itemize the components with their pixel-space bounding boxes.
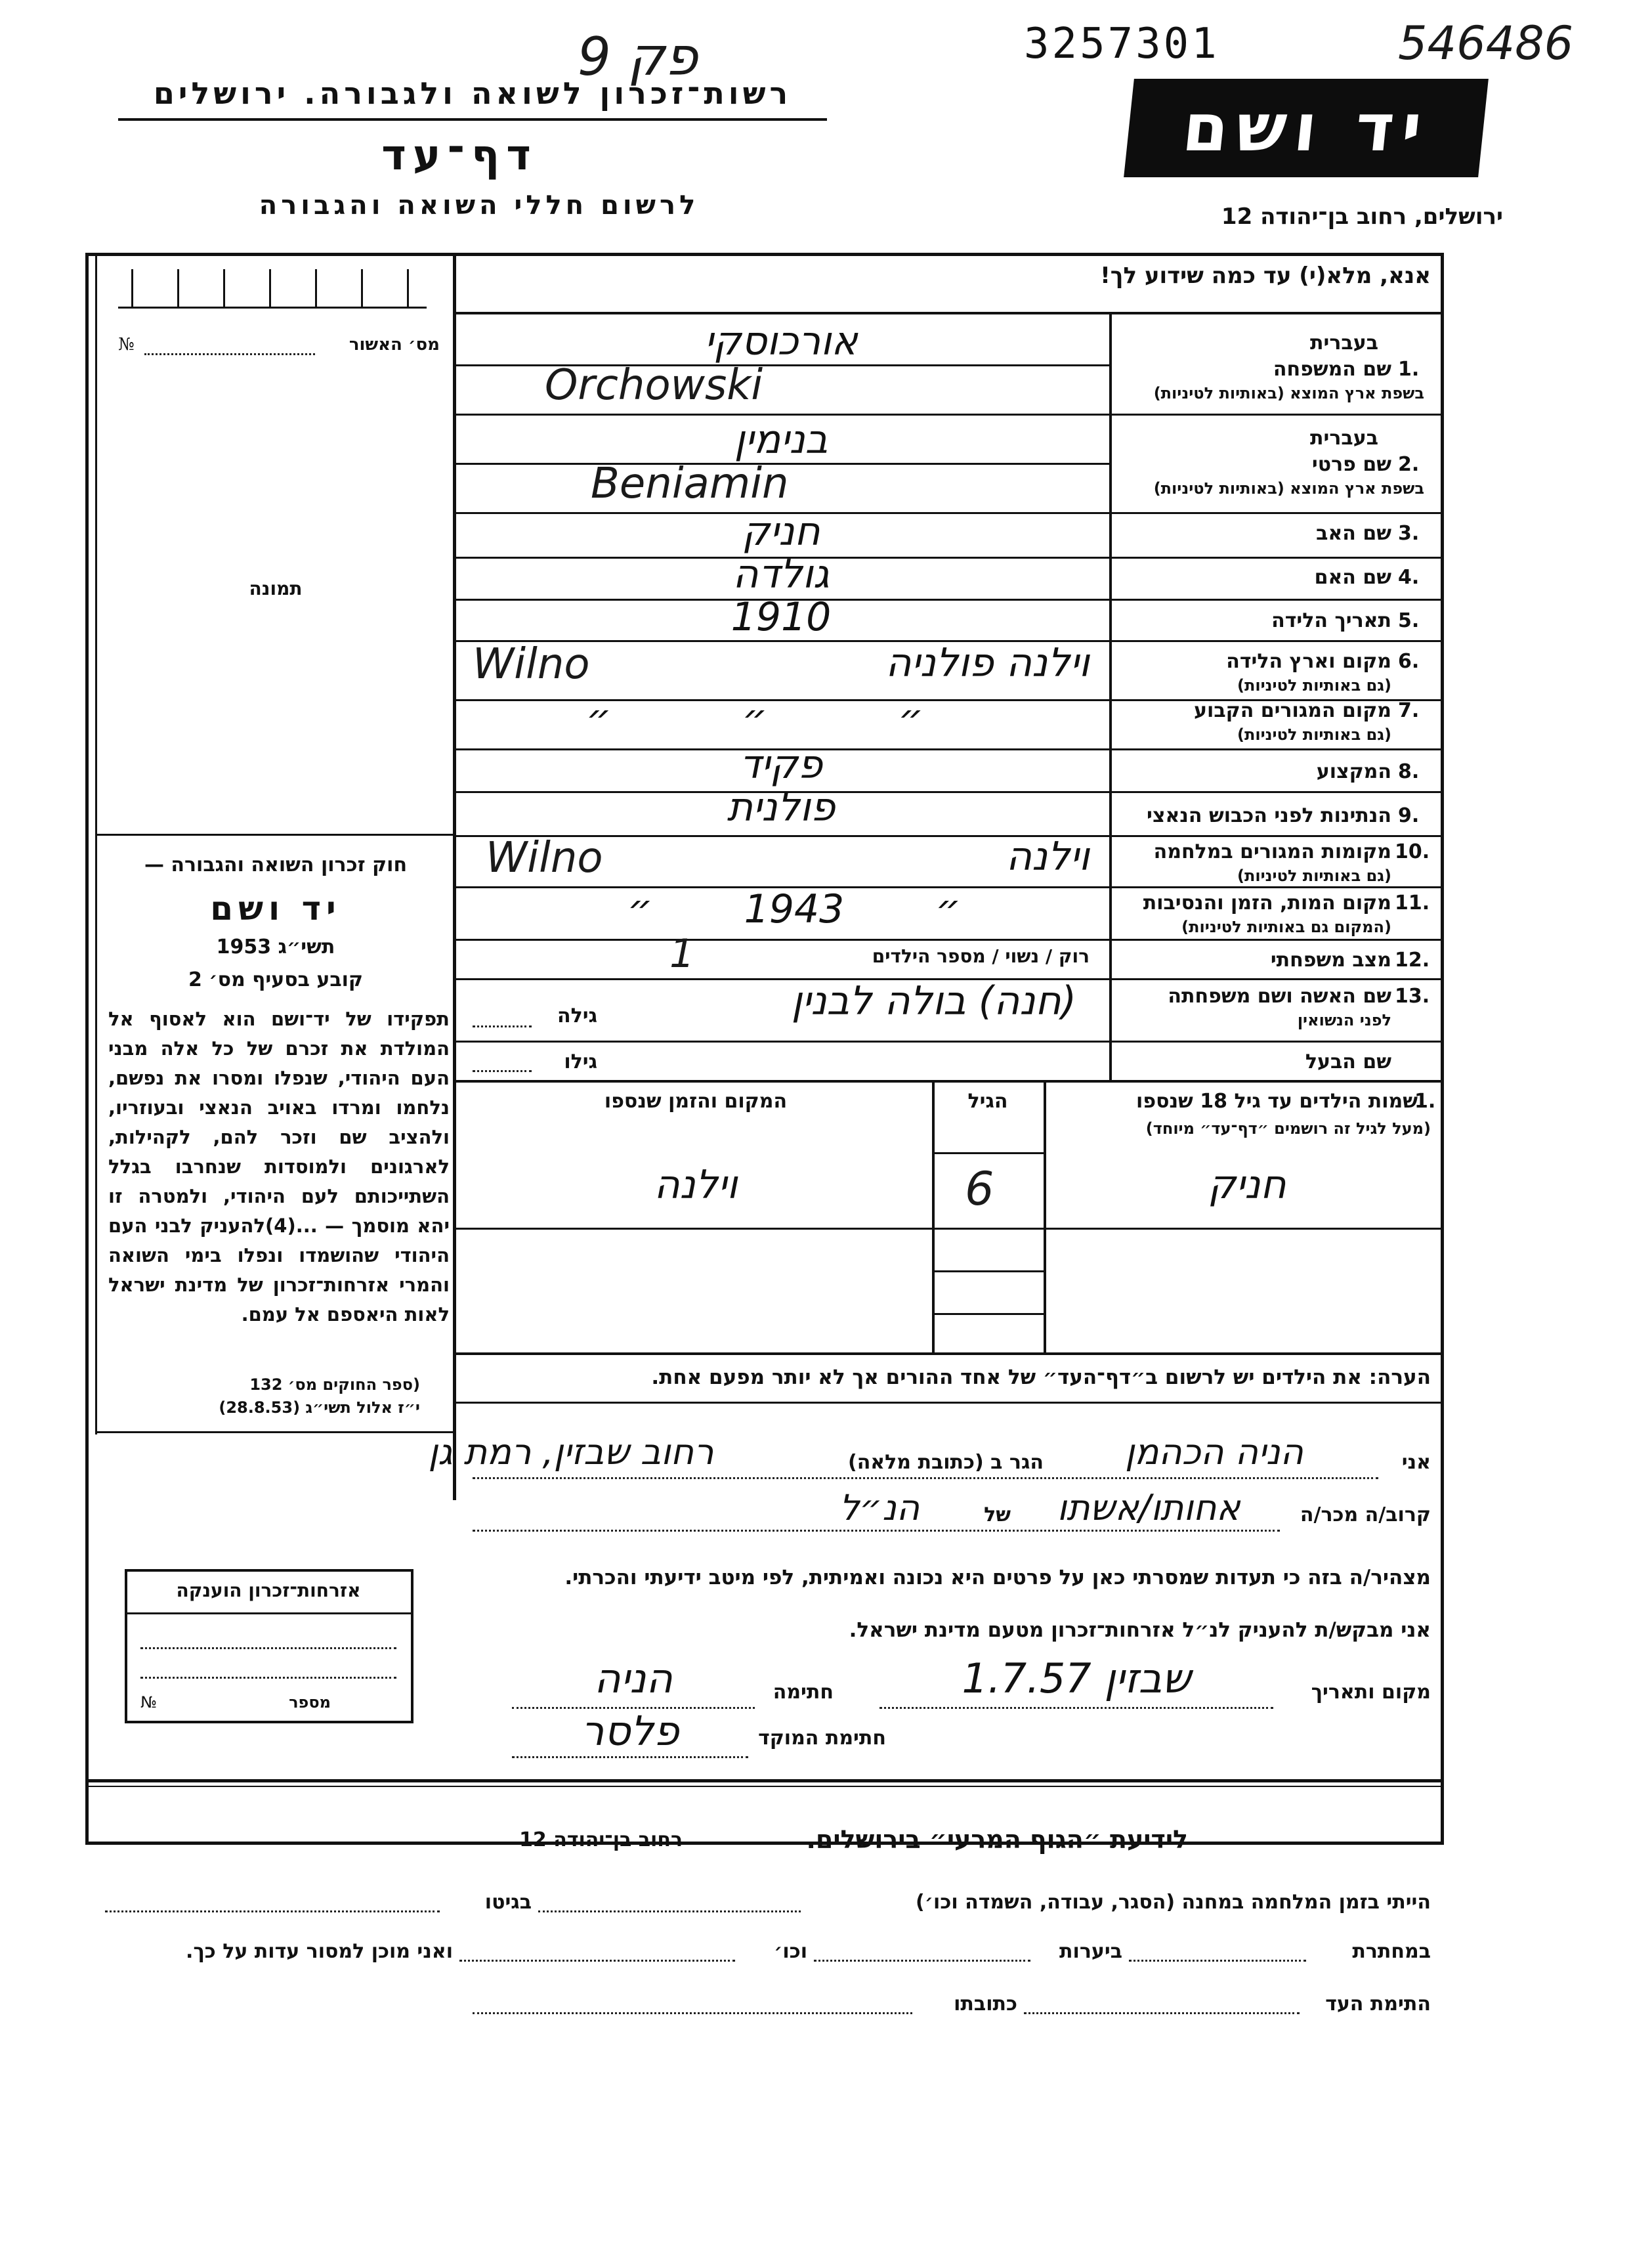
decl-relation-value[interactable]: אחותו/אשתו <box>1057 1487 1240 1528</box>
sidepanel-inner-line <box>95 253 97 1434</box>
law-name: יד ושם <box>210 890 341 928</box>
field-11-bottom-line <box>453 939 1444 941</box>
field-1-bottom-line <box>453 414 1444 416</box>
field-2-num: 2. <box>1398 453 1420 476</box>
decl-i-line <box>473 1477 1378 1479</box>
field-13-age[interactable] <box>473 1025 532 1027</box>
footer-line2-d: ואני מוכן למסור עדות על כך. <box>186 1940 453 1963</box>
note: הערה: את הילדים יש לרשום ב״דף־העד״ של אחד ההורים אך לא יותר מפעם אחת. <box>651 1366 1431 1389</box>
field-13-age-label: גילה <box>557 1004 597 1027</box>
footer-line1-a: הייתי בזמן המלחמה במחנה (הסגר, עבודה, השמדה וכו׳) <box>916 1891 1431 1914</box>
field-13-num: 13. <box>1395 985 1430 1008</box>
annotation-top-left: פק 9 <box>578 26 698 87</box>
children-bottom-line <box>453 1352 1444 1355</box>
field-5-label: תאריך הלידה <box>1271 609 1391 632</box>
field-10-sub: (גם באותיות לטיניות) <box>1237 867 1391 885</box>
children-col-1 <box>932 1080 935 1352</box>
field-3-num: 3. <box>1398 522 1420 545</box>
field-12-value[interactable]: 1 <box>669 931 695 977</box>
children-row-line-1 <box>453 1228 1444 1230</box>
decl-resides-value[interactable]: רחוב שבזין, רמת גן <box>428 1431 714 1473</box>
citizenship-box <box>125 1569 413 1723</box>
field-7-sub: (גם באותיות לטיניות) <box>1237 725 1391 744</box>
husband-age[interactable] <box>473 1070 532 1072</box>
field-6-sub: (גם באותיות לטיניות) <box>1237 676 1391 695</box>
footer-line2-b: ביערות <box>1059 1940 1122 1963</box>
decl-statement: מצהיר/ה בזה כי תעדות שמסרתי כאן על פרטים היא נכונה ואמיתית, לפי מיטב ידיעתי והכרתי. <box>564 1566 1431 1589</box>
field-8-value[interactable]: פקיד <box>739 742 823 788</box>
citizenship-line-1[interactable] <box>140 1647 396 1649</box>
law-text: תפקידו של יד־ושם הוא לאסוף אל המולדת את זכרם של כל אלה מבני העם היהודי, שנפלו ומסרו את נפשם, נלחמו ומרדו באויב הנאצי ובעוזריו, ולהציב שם וזכר להם, לקהילות, לארגונים ולמוסדות שנחרבו בגלל השתייכותם לעם היהודי, ולמטרה זו יהא מוסמך — ...(4)להעניק לבני העם היהודי שהושמדו ונפלו בימי השואה והמרי אזרחות־זכרון של מדינת ישראל לאות היאספם אל עמם. <box>108 1008 450 1326</box>
field-3-value[interactable]: חניק <box>742 509 820 555</box>
approval-label: מס׳ האשור <box>349 335 440 355</box>
citizenship-no: № <box>140 1693 157 1712</box>
field-13-value[interactable]: (חנה) בולה לבנין <box>791 978 1076 1024</box>
field-8-num: 8. <box>1398 760 1420 783</box>
decl-resides-label: הגר ב (כתובת מלאה) <box>847 1451 1044 1474</box>
decl-cert-label: חתימת המוקד <box>758 1727 886 1750</box>
field-2-tag: בעברית <box>1310 427 1378 450</box>
children-num: 1. <box>1414 1090 1436 1113</box>
field-7-value[interactable]: ״ ״ ״ <box>585 696 924 742</box>
children-place-header: המקום והזמן שנספו <box>604 1090 788 1113</box>
children-row-line-3 <box>932 1313 1046 1315</box>
decl-relation-line <box>473 1530 1280 1532</box>
field-1-tag: בעברית <box>1310 332 1378 355</box>
field-9-label: הנתינות לפני הכבוש הנאצי <box>1147 804 1391 827</box>
footer-line1-field-2[interactable] <box>105 1910 440 1912</box>
decl-place-date-label: מקום ותאריך <box>1311 1681 1431 1704</box>
child-age[interactable]: 6 <box>965 1162 994 1216</box>
citizenship-line-2[interactable] <box>140 1677 396 1679</box>
field-11-value[interactable]: ״ 1943 ״ <box>627 886 962 932</box>
field-10-label: מקומות המגורים במלחמה <box>1153 840 1391 863</box>
field-6-label: מקום וארץ הלידה <box>1226 650 1391 673</box>
decl-signature-value[interactable]: הניה <box>594 1654 673 1702</box>
law-clause: קובע בסעיף מס׳ 2 <box>188 968 364 991</box>
comb-boxes <box>118 269 427 309</box>
decl-of-value[interactable]: הנ״ל <box>839 1487 920 1528</box>
law-title: חוק זכרון השואה והגבורה — <box>144 853 408 876</box>
decl-i-value[interactable]: הניה הכהמן <box>1125 1431 1303 1473</box>
photo-area <box>105 381 446 827</box>
footer-address: רחוב בן־יהודה 12 <box>519 1828 683 1851</box>
law-ref-2: י״ז אלול תשי״ג (28.8.53) <box>219 1398 420 1417</box>
footer-line3-field-2[interactable] <box>473 2012 912 2014</box>
annotation-top-right: 546486 <box>1398 16 1574 70</box>
decl-cert-line <box>512 1756 748 1758</box>
field-13-bottom-line <box>453 1041 1444 1043</box>
footer-line1-b: בגיטו <box>484 1891 532 1914</box>
field-12-num: 12. <box>1395 949 1430 972</box>
footer-line3-a: התימת העד <box>1325 1993 1431 2016</box>
children-row-line-2 <box>932 1270 1046 1272</box>
field-10-value[interactable]: וילנה <box>1006 834 1090 880</box>
decl-cert-value[interactable]: פלסר <box>581 1707 679 1755</box>
label-column-divider <box>1109 312 1112 1080</box>
approval-no: № <box>118 335 135 355</box>
footer-line2-field-1[interactable] <box>1129 1960 1306 1962</box>
law-top-line <box>95 834 453 836</box>
field-13-sub: לפני הנשואין <box>1297 1011 1391 1029</box>
field-7-num: 7. <box>1398 699 1420 722</box>
decl-place-date-value[interactable]: שבזין 1.7.57 <box>962 1654 1191 1702</box>
field-2-sub: בשפת ארץ המוצא (באותיות לטיניות) <box>1153 479 1424 498</box>
law-ref-1: (ספר החוקים מס׳ 132 <box>249 1375 420 1394</box>
field-2-value-lat[interactable]: Beniamin <box>591 460 789 508</box>
field-6-value[interactable]: וילנה פולניה <box>885 640 1090 686</box>
field-5-num: 5. <box>1398 609 1420 632</box>
footer-divider-2 <box>85 1786 1444 1787</box>
logo-text: יד ושם <box>1179 89 1433 166</box>
field-1-label: שם המשפחה <box>1273 358 1391 381</box>
field-11-sub: (המקום גם באותיות לטיניות) <box>1181 918 1391 936</box>
panel-divider <box>453 253 456 1500</box>
footer-line2-field-3[interactable] <box>459 1960 735 1962</box>
husband-age-label: גילו <box>564 1050 597 1073</box>
footer-title: לידיעת ״הגוף המרעי״ בירושלים. <box>806 1825 1188 1854</box>
husband-label: שם הבעל <box>1305 1050 1391 1073</box>
child-name[interactable]: חניק <box>1208 1162 1286 1208</box>
approval-field[interactable] <box>144 353 315 355</box>
form-title: דף־עד <box>381 131 538 180</box>
address: ירושלים, רחוב בן־יהודה 12 <box>1221 204 1503 230</box>
field-4-value[interactable]: גולדה <box>732 551 830 597</box>
serial-number: 3257301 <box>1024 20 1219 68</box>
instruction-row-line <box>453 312 1444 314</box>
decl-i-label: אני <box>1401 1451 1431 1474</box>
footer-line2-field-2[interactable] <box>814 1960 1030 1962</box>
field-10-num: 10. <box>1395 840 1430 863</box>
field-9-num: 9. <box>1398 804 1420 827</box>
field-9-value[interactable]: פולנית <box>727 785 836 830</box>
note-bottom-line <box>453 1402 1444 1404</box>
child-place[interactable]: וילנה <box>654 1162 738 1208</box>
field-1-value-he[interactable]: אורכוסקי <box>704 318 858 364</box>
field-2-label: שם פרטי <box>1311 453 1391 476</box>
field-4-label: שם האם <box>1314 566 1391 589</box>
husband-bottom-line <box>453 1080 1444 1083</box>
footer-line1-field[interactable] <box>538 1910 801 1912</box>
footer-line3-field-1[interactable] <box>1024 2012 1300 2014</box>
field-13-label: שם האשה ושם משפחתה <box>1168 985 1391 1008</box>
field-12-label: מצב משפחתי <box>1270 949 1391 972</box>
photo-label: תמונה <box>249 578 303 599</box>
children-title: שמות הילדים עד גיל 18 שנספו <box>1136 1090 1418 1113</box>
field-12-options: רוק / נשוי / מספר הילדים <box>872 945 1090 967</box>
field-6-num: 6. <box>1398 650 1420 673</box>
footer-line2-c: וכו׳ <box>774 1940 807 1963</box>
children-age-header: הגיל <box>967 1090 1008 1113</box>
field-4-num: 4. <box>1398 566 1420 589</box>
field-7-label: מקום המגורים הקבוע <box>1194 699 1391 722</box>
field-11-label: מקום המות, הזמן והנסיבות <box>1143 892 1391 915</box>
field-10-value-lat[interactable]: Wilno <box>486 834 603 882</box>
yad-vashem-logo <box>1124 79 1489 177</box>
field-1-sub: בשפת ארץ המוצא (באותיות לטיניות) <box>1153 384 1424 402</box>
field-1-value-lat[interactable]: Orchowski <box>545 361 763 410</box>
authority-underline <box>118 118 827 121</box>
field-11-num: 11. <box>1395 892 1430 915</box>
footer-line3-b: כתובתו <box>954 1993 1017 2016</box>
field-8-label: המקצוע <box>1316 760 1391 783</box>
children-header-line <box>932 1152 1046 1154</box>
decl-request: אני מבקש/ת להעניק לנ״ל אזרחות־זכרון מטעם מדינת ישראל. <box>849 1618 1431 1642</box>
field-2-value-he[interactable]: בנימין <box>734 417 828 463</box>
field-1-num: 1. <box>1398 358 1420 381</box>
field-3-label: שם האב <box>1316 522 1391 545</box>
decl-relation-label: קרוב/ה מכר/ה <box>1300 1503 1431 1526</box>
footer-line2-a: במחתרת <box>1352 1940 1431 1963</box>
instruction: אנא, מלא(י) עד כמה שידוע לך! <box>1100 263 1431 289</box>
authority-name: רשות־זכרון לשואה ולגבורה. ירושלים <box>153 75 792 111</box>
children-subtitle: (מעל לגיל זה רושמים ״דף־עד״ מיוחד) <box>1145 1119 1431 1138</box>
field-5-value[interactable]: 1910 <box>731 594 832 640</box>
decl-signature-label: חתימה <box>773 1681 834 1704</box>
law-year: תשי״ג 1953 <box>216 936 335 959</box>
decl-of-label: של <box>984 1503 1011 1526</box>
form-subtitle: לרשום חללי השואה והגבורה <box>259 190 700 221</box>
field-6-value-lat[interactable]: Wilno <box>473 640 590 689</box>
children-col-2 <box>1044 1080 1046 1352</box>
footer-divider <box>85 1779 1444 1782</box>
decl-place-date-line <box>879 1707 1273 1709</box>
citizenship-no-label: מספר <box>289 1693 331 1712</box>
citizenship-title: אזרחות־זכרון הוענקה <box>176 1580 361 1601</box>
